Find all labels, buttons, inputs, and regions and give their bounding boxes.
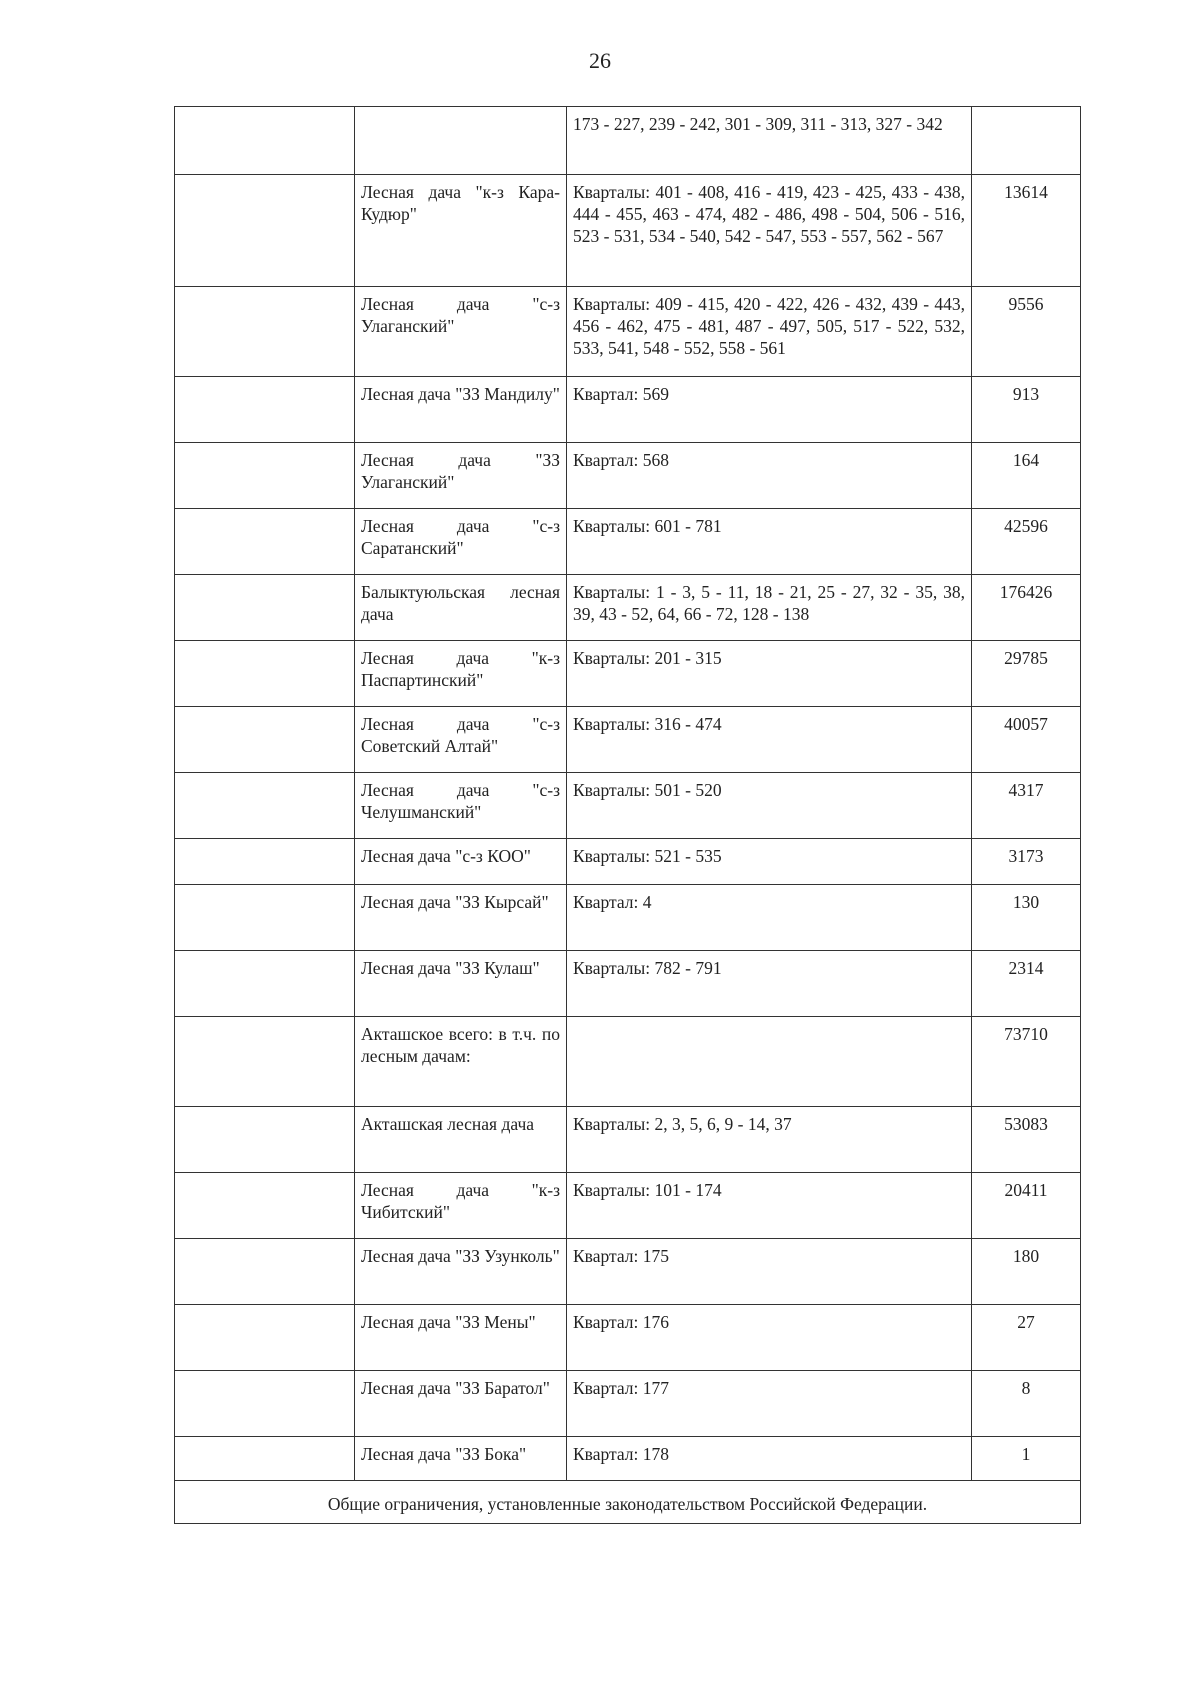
forest-dacha-name: Лесная дача "с-з Саратанский" xyxy=(355,509,567,575)
quarters-list xyxy=(567,1017,972,1107)
footer-row xyxy=(175,1481,1081,1524)
area-value: 164 xyxy=(972,443,1081,509)
forest-dacha-name: Лесная дача "ЗЗ Улаганский" xyxy=(355,443,567,509)
area-value: 3173 xyxy=(972,839,1081,885)
row-spacer-cell xyxy=(175,1371,355,1437)
table-row xyxy=(175,773,1081,839)
forest-dacha-name: Лесная дача "к-з Чибитский" xyxy=(355,1173,567,1239)
table-row xyxy=(175,839,1081,885)
table-row xyxy=(175,509,1081,575)
area-value: 2314 xyxy=(972,951,1081,1017)
forest-dacha-name: Лесная дача "ЗЗ Узунколь" xyxy=(355,1239,567,1305)
area-value: 8 xyxy=(972,1371,1081,1437)
area-value: 20411 xyxy=(972,1173,1081,1239)
row-spacer-cell xyxy=(175,107,355,175)
forest-dacha-name: Лесная дача "ЗЗ Мены" xyxy=(355,1305,567,1371)
area-value: 42596 xyxy=(972,509,1081,575)
table-row xyxy=(175,287,1081,377)
row-spacer-cell xyxy=(175,1239,355,1305)
row-spacer-cell xyxy=(175,1017,355,1107)
forest-dacha-name: Лесная дача "с-з КОО" xyxy=(355,839,567,885)
quarters-list: Квартал: 178 xyxy=(567,1437,972,1481)
forest-dacha-name: Лесная дача "с-з Улаганский" xyxy=(355,287,567,377)
row-spacer-cell xyxy=(175,287,355,377)
quarters-list: Квартал: 568 xyxy=(567,443,972,509)
forest-dacha-name: Лесная дача "ЗЗ Мандилу" xyxy=(355,377,567,443)
row-spacer-cell xyxy=(175,175,355,287)
table-row xyxy=(175,377,1081,443)
row-spacer-cell xyxy=(175,885,355,951)
row-spacer-cell xyxy=(175,1107,355,1173)
area-value: 176426 xyxy=(972,575,1081,641)
row-spacer-cell xyxy=(175,443,355,509)
row-spacer-cell xyxy=(175,951,355,1017)
row-spacer-cell xyxy=(175,1173,355,1239)
quarters-list: 173 - 227, 239 - 242, 301 - 309, 311 - 313, 327 - 342 xyxy=(567,107,972,175)
row-spacer-cell xyxy=(175,707,355,773)
table-row xyxy=(175,641,1081,707)
forest-dacha-name: Лесная дача "с-з Советский Алтай" xyxy=(355,707,567,773)
quarters-list: Квартал: 177 xyxy=(567,1371,972,1437)
row-spacer-cell xyxy=(175,575,355,641)
forest-dacha-name xyxy=(355,107,567,175)
area-value: 53083 xyxy=(972,1107,1081,1173)
area-value: 27 xyxy=(972,1305,1081,1371)
table-row xyxy=(175,1371,1081,1437)
quarters-list: Кварталы: 409 - 415, 420 - 422, 426 - 432, 439 - 443, 456 - 462, 475 - 481, 487 - 497, 505, 517 - 522, 532, 533, 541, 548 - 552, 558 - 561 xyxy=(567,287,972,377)
forest-dacha-name: Лесная дача "ЗЗ Баратол" xyxy=(355,1371,567,1437)
table-row xyxy=(175,175,1081,287)
forest-dacha-name: Лесная дача "ЗЗ Кырсай" xyxy=(355,885,567,951)
area-value: 130 xyxy=(972,885,1081,951)
row-spacer-cell xyxy=(175,509,355,575)
quarters-list: Кварталы: 101 - 174 xyxy=(567,1173,972,1239)
table-row xyxy=(175,1107,1081,1173)
forest-dacha-name: Лесная дача "ЗЗ Кулаш" xyxy=(355,951,567,1017)
forest-quarters-table xyxy=(174,106,1081,1524)
area-value: 4317 xyxy=(972,773,1081,839)
row-spacer-cell xyxy=(175,1305,355,1371)
table-row xyxy=(175,1437,1081,1481)
quarters-list: Кварталы: 401 - 408, 416 - 419, 423 - 425, 433 - 438, 444 - 455, 463 - 474, 482 - 486, 498 - 504, 506 - 516, 523 - 531, 534 - 540, 542 - 547, 553 - 557, 562 - 567 xyxy=(567,175,972,287)
area-value: 180 xyxy=(972,1239,1081,1305)
table-row xyxy=(175,707,1081,773)
page-number: 26 xyxy=(589,48,611,73)
area-value: 73710 xyxy=(972,1017,1081,1107)
table-row xyxy=(175,1305,1081,1371)
quarters-list: Квартал: 569 xyxy=(567,377,972,443)
area-value: 13614 xyxy=(972,175,1081,287)
forest-dacha-name: Балыктуюльская лесная дача xyxy=(355,575,567,641)
quarters-list: Кварталы: 316 - 474 xyxy=(567,707,972,773)
table-body xyxy=(175,107,1081,1524)
quarters-list: Кварталы: 201 - 315 xyxy=(567,641,972,707)
row-spacer-cell xyxy=(175,641,355,707)
forest-dacha-name: Лесная дача "к-з Кара-Кудюр" xyxy=(355,175,567,287)
quarters-list: Квартал: 175 xyxy=(567,1239,972,1305)
area-value xyxy=(972,107,1081,175)
row-spacer-cell xyxy=(175,1437,355,1481)
quarters-list: Кварталы: 2, 3, 5, 6, 9 - 14, 37 xyxy=(567,1107,972,1173)
table-row xyxy=(175,1017,1081,1107)
quarters-list: Кварталы: 501 - 520 xyxy=(567,773,972,839)
quarters-list: Кварталы: 1 - 3, 5 - 11, 18 - 21, 25 - 27, 32 - 35, 38, 39, 43 - 52, 64, 66 - 72, 128 - 138 xyxy=(567,575,972,641)
quarters-list: Квартал: 4 xyxy=(567,885,972,951)
table-row xyxy=(175,443,1081,509)
quarters-list: Кварталы: 782 - 791 xyxy=(567,951,972,1017)
area-value: 913 xyxy=(972,377,1081,443)
general-restrictions-text: Общие ограничения, установленные законодательством Российской Федерации. xyxy=(175,1481,1081,1524)
row-spacer-cell xyxy=(175,377,355,443)
quarters-list: Кварталы: 601 - 781 xyxy=(567,509,972,575)
quarters-list: Кварталы: 521 - 535 xyxy=(567,839,972,885)
forest-dacha-name: Лесная дача "с-з Челушманский" xyxy=(355,773,567,839)
quarters-list: Квартал: 176 xyxy=(567,1305,972,1371)
area-value: 29785 xyxy=(972,641,1081,707)
table-row xyxy=(175,1173,1081,1239)
forest-dacha-name: Акташское всего: в т.ч. по лесным дачам: xyxy=(355,1017,567,1107)
forest-dacha-name: Лесная дача "к-з Паспартинский" xyxy=(355,641,567,707)
table-row xyxy=(175,107,1081,175)
forest-dacha-name: Лесная дача "ЗЗ Бока" xyxy=(355,1437,567,1481)
table-row xyxy=(175,885,1081,951)
table-row xyxy=(175,951,1081,1017)
forest-dacha-name: Акташская лесная дача xyxy=(355,1107,567,1173)
area-value: 1 xyxy=(972,1437,1081,1481)
table-row xyxy=(175,575,1081,641)
row-spacer-cell xyxy=(175,839,355,885)
area-value: 40057 xyxy=(972,707,1081,773)
table-row xyxy=(175,1239,1081,1305)
row-spacer-cell xyxy=(175,773,355,839)
area-value: 9556 xyxy=(972,287,1081,377)
